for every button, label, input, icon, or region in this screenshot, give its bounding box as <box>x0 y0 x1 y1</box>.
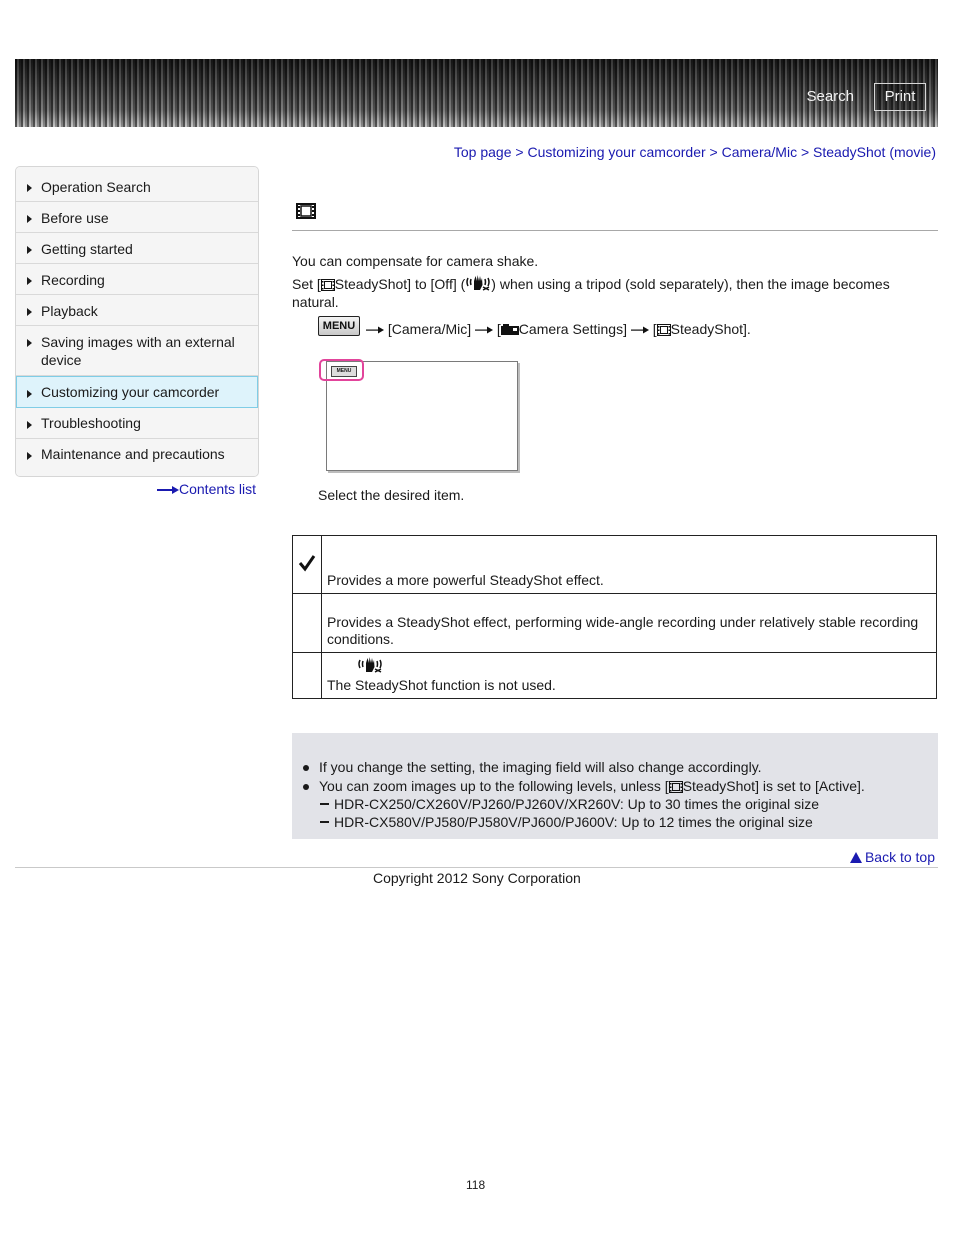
movie-icon <box>669 781 683 793</box>
back-to-top-link[interactable]: Back to top <box>850 849 935 865</box>
sidebar-nav <box>15 166 259 477</box>
options-table <box>292 535 937 699</box>
option-description: The SteadyShot function is not used. <box>327 677 556 693</box>
breadcrumb-camera-mic[interactable]: Camera/Mic <box>721 144 798 160</box>
step-camera-settings: Camera Settings] <box>518 321 627 337</box>
title-divider <box>292 230 938 231</box>
movie-icon <box>296 203 316 219</box>
note-subitem: HDR-CX580V/PJ580/PJ580V/PJ600/PJ600V: Up to 12 times the original size <box>334 814 813 830</box>
arrow-right-icon <box>27 246 32 254</box>
arrow-right-icon <box>27 421 32 429</box>
sidebar-item-label: Playback <box>41 303 98 319</box>
arrow-right-icon <box>631 326 649 334</box>
breadcrumb-separator: > <box>797 144 814 160</box>
note-text: You can zoom images up to the following levels, unless [ SteadyShot] is set to [Active]. <box>319 778 865 794</box>
arrow-right-icon <box>27 339 32 347</box>
sidebar-item-label: Saving images with an external device <box>41 334 235 368</box>
step-camera-mic: [Camera/Mic] <box>387 321 472 337</box>
dash-icon <box>320 821 329 823</box>
sidebar-item-before-use[interactable] <box>16 202 258 233</box>
breadcrumb-steadyshot[interactable]: SteadyShot (movie) <box>813 144 936 160</box>
arrow-right-icon <box>27 215 32 223</box>
option-off-cell <box>322 653 937 699</box>
sidebar-item-saving-images[interactable] <box>16 326 258 376</box>
sidebar-item-label: Troubleshooting <box>41 415 141 431</box>
note-subitem: HDR-CX250/CX260V/PJ260/PJ260V/XR260V: Up to 30 times the original size <box>334 796 820 812</box>
breadcrumb-separator: > <box>705 144 722 160</box>
sidebar-item-label: Before use <box>41 210 109 226</box>
arrow-right-icon <box>366 326 384 334</box>
arrow-right-icon <box>27 277 32 285</box>
search-button[interactable]: Search <box>806 88 854 105</box>
arrow-right-icon <box>157 486 179 494</box>
screen-menu-icon: MENU <box>331 366 357 377</box>
camera-settings-icon <box>501 324 519 336</box>
menu-path: [Camera/Mic] [ Camera Settings] [ SteadyShot]. <box>366 320 751 338</box>
movie-icon <box>657 324 671 336</box>
arrow-right-icon <box>475 326 493 334</box>
sidebar-item-label: Maintenance and precautions <box>41 446 225 462</box>
sidebar-item-playback[interactable] <box>16 295 258 326</box>
sidebar-item-label: Customizing your camcorder <box>41 384 220 400</box>
default-mark-cell <box>293 594 322 653</box>
table-row <box>293 594 937 653</box>
steadyshot-off-icon <box>465 273 491 291</box>
arrow-right-icon <box>27 390 32 398</box>
intro-text: You can compensate for camera shake. <box>292 253 539 269</box>
copyright-text: Copyright 2012 Sony Corporation <box>373 870 581 886</box>
dash-icon <box>320 803 329 805</box>
option-description: Provides a SteadyShot effect, performing wide-angle recording under relatively stable recording conditions. <box>322 594 937 653</box>
movie-icon <box>321 279 335 291</box>
table-row <box>293 536 937 594</box>
sidebar-item-getting-started[interactable] <box>16 233 258 264</box>
arrow-up-icon <box>850 852 862 863</box>
sidebar-item-operation-search[interactable] <box>16 167 258 202</box>
footer-divider <box>15 867 938 868</box>
page-number: 118 <box>466 1178 486 1192</box>
arrow-right-icon <box>27 184 32 192</box>
arrow-right-icon <box>27 452 32 460</box>
option-description: Provides a more powerful SteadyShot effect. <box>322 536 937 594</box>
menu-button-icon: MENU <box>318 316 360 336</box>
default-mark-cell <box>293 536 322 594</box>
sidebar-item-maintenance[interactable] <box>16 439 258 476</box>
note-text: If you change the setting, the imaging field will also change accordingly. <box>319 759 762 775</box>
sidebar-item-label: Operation Search <box>41 179 151 195</box>
contents-list-label: Contents list <box>179 481 257 497</box>
table-row <box>293 653 937 699</box>
notes-box <box>292 733 938 839</box>
breadcrumb-top-page[interactable]: Top page <box>453 144 512 160</box>
contents-list-link[interactable] <box>157 481 256 497</box>
default-mark-cell <box>293 653 322 699</box>
bullet-icon <box>303 765 309 771</box>
arrow-right-icon <box>27 308 32 316</box>
bullet-icon <box>303 784 309 790</box>
checkmark-icon <box>298 554 316 572</box>
menu-highlight <box>319 359 364 381</box>
breadcrumb-separator: > <box>511 144 528 160</box>
sidebar-item-troubleshooting[interactable] <box>16 408 258 439</box>
header-bar <box>15 59 938 127</box>
breadcrumb <box>454 144 936 160</box>
sidebar-item-label: Getting started <box>41 241 133 257</box>
sidebar-item-label: Recording <box>41 272 105 288</box>
select-instruction: Select the desired item. <box>318 487 465 503</box>
step-steadyshot: SteadyShot]. <box>670 321 751 337</box>
sidebar-item-customizing[interactable] <box>16 376 258 408</box>
sidebar-item-recording[interactable] <box>16 264 258 295</box>
breadcrumb-customizing[interactable]: Customizing your camcorder <box>527 144 706 160</box>
print-button[interactable]: Print <box>874 83 926 111</box>
steadyshot-off-icon <box>355 655 385 673</box>
set-instruction: Set [ SteadyShot] to [Off] ( ) when using a tripod (sold separately), then the image becomes natural. <box>292 273 912 311</box>
